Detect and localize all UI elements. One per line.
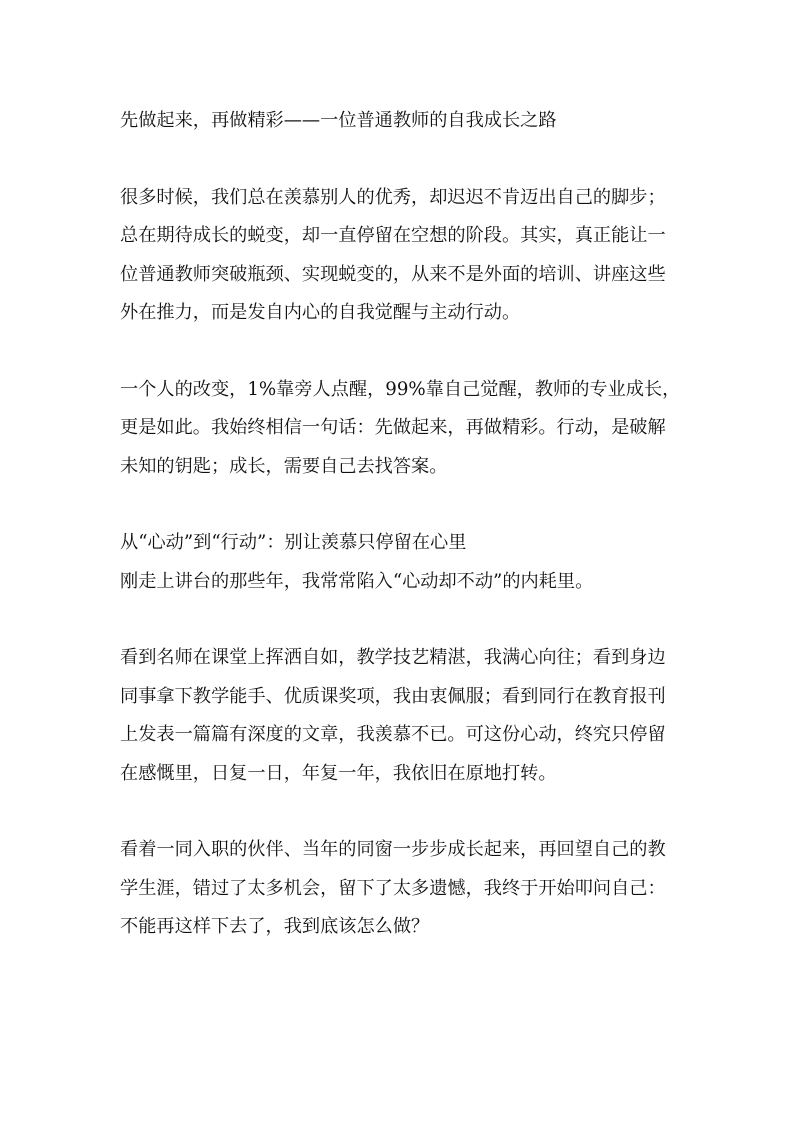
text-line: 刚走上讲台的那些年，我常常陷入“心动却不动”的内耗里。 (120, 570, 594, 592)
blank-line (120, 332, 680, 370)
paragraph-envy (120, 639, 680, 793)
text-line: 看到名师在课堂上挥洒自如，教学技艺精湛，我满心向往；看到身边 (120, 647, 666, 669)
paragraph-reflection (120, 831, 680, 946)
text-line: 很多时候，我们总在羡慕别人的优秀，却迟迟不肯迈出自己的脚步； (120, 186, 666, 208)
text-line: 一个人的改变，1%靠旁人点醒，99%靠自己觉醒，教师的专业成长， (120, 378, 681, 400)
blank-line (120, 140, 680, 178)
text-line: 位普通教师突破瓶颈、实现蜕变的，从来不是外面的培训、讲座这些 (120, 263, 666, 285)
text-line: 在感慨里，日复一日，年复一年，我依旧在原地打转。 (120, 762, 557, 784)
paragraph-intro (120, 179, 680, 333)
document-title: 先做起来，再做精彩——一位普通教师的自我成长之路 (120, 110, 557, 131)
text-line: 学生涯，错过了太多机会，留下了太多遗憾，我终于开始叩问自己： (120, 877, 666, 899)
paragraph-awakening (120, 371, 680, 486)
text-line: 未知的钥匙；成长，需要自己去找答案。 (120, 455, 448, 477)
section-heading-block (120, 524, 680, 601)
blank-line (120, 601, 680, 639)
text-line: 更是如此。我始终相信一句话：先做起来，再做精彩。行动，是破解 (120, 417, 666, 439)
text-line: 上发表一篇篇有深度的文章，我羡慕不已。可这份心动，终究只停留 (120, 724, 666, 746)
document-page (120, 102, 680, 947)
text-line: 外在推力，而是发自内心的自我觉醒与主动行动。 (120, 301, 521, 323)
blank-line (120, 486, 680, 524)
text-line: 同事拿下教学能手、优质课奖项，我由衷佩服；看到同行在教育报刊 (120, 685, 666, 707)
text-line: 看着一同入职的伙伴、当年的同窗一步步成长起来，再回望自己的教 (120, 839, 666, 861)
text-line: 不能再这样下去了，我到底该怎么做？ (120, 916, 430, 938)
section-heading: 从“心动”到“行动”：别让羡慕只停留在心里 (120, 532, 467, 554)
blank-line (120, 793, 680, 831)
text-line: 总在期待成长的蜕变，却一直停留在空想的阶段。其实，真正能让一 (120, 225, 666, 247)
